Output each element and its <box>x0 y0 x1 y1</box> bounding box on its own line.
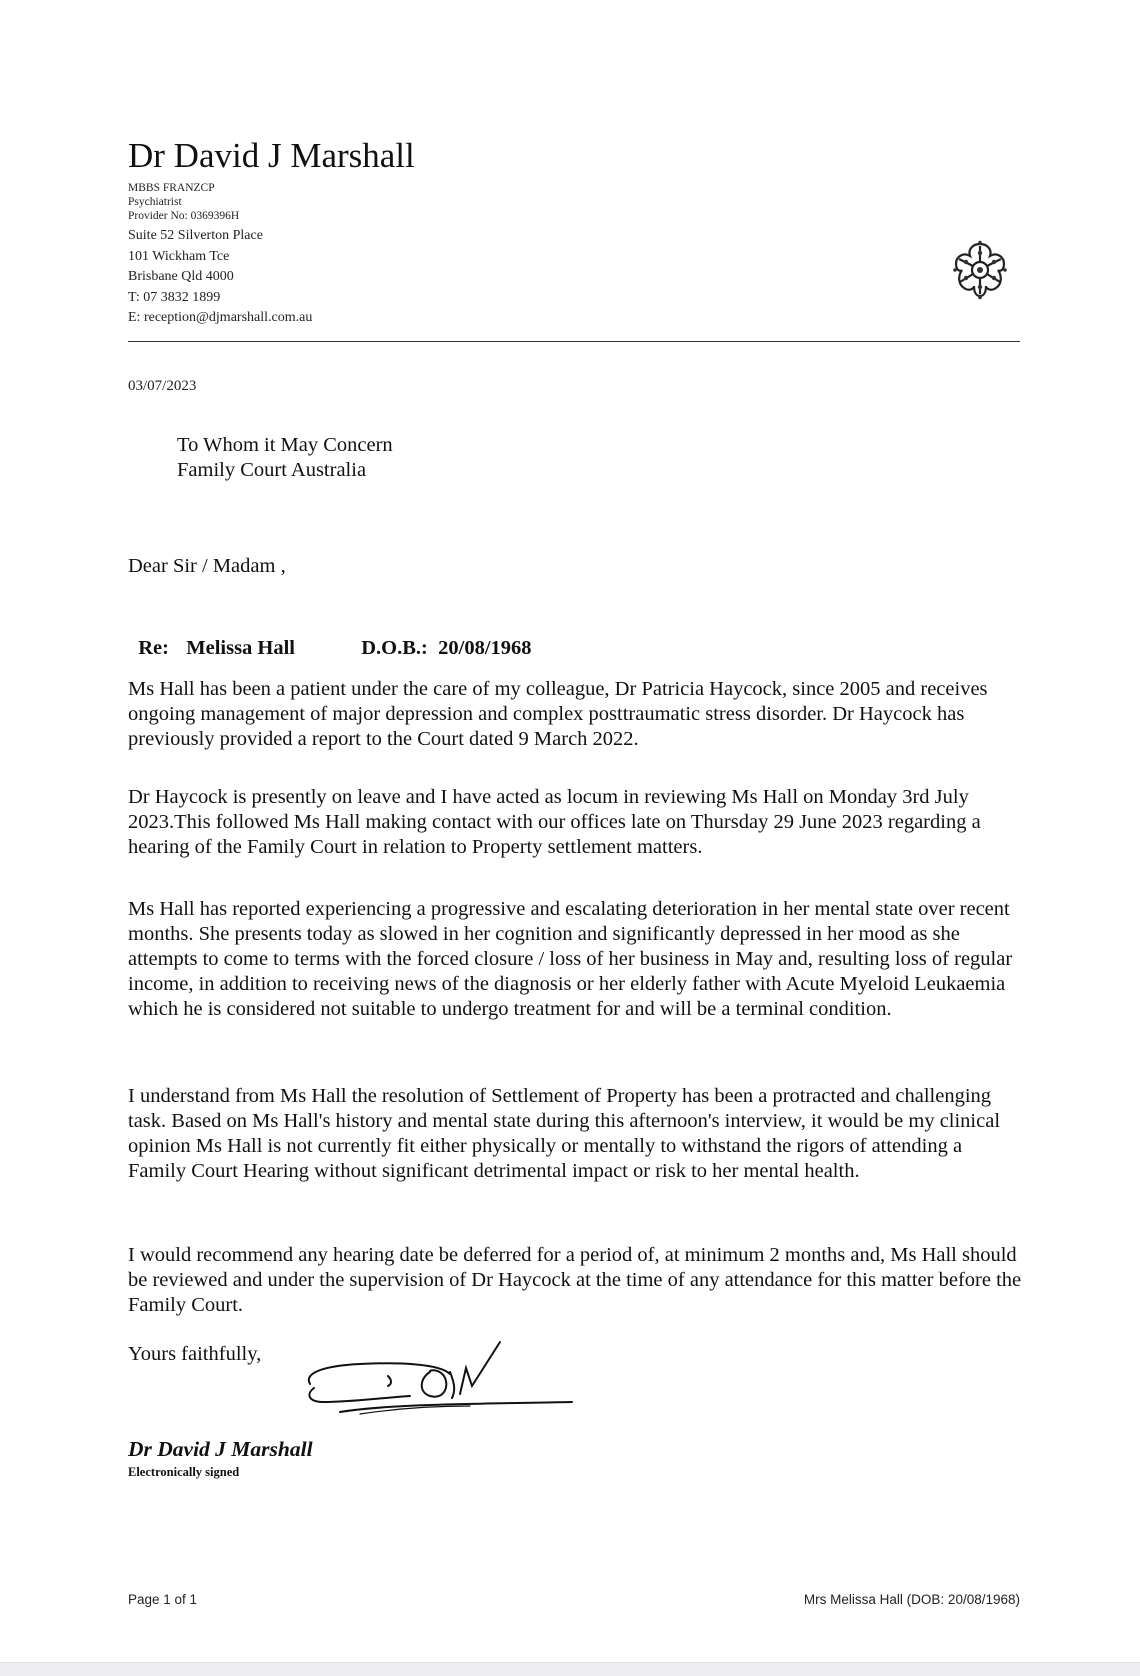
email-address: E: reception@djmarshall.com.au <box>128 310 313 325</box>
letterhead-name: Dr David J Marshall <box>128 136 415 175</box>
re-label: Re: <box>138 637 169 659</box>
lotus-emblem-icon <box>950 240 1010 300</box>
subject-line <box>128 614 532 660</box>
patient-name: Melissa Hall <box>186 637 296 659</box>
paragraph-text: I understand from Ms Hall the resolution of Settlement of Property has been a protracted and challenging task. Based on Ms Hall's history and mental state during this afternoon's interview, it would be my clinical opinion Ms Hall is not currently fit either physically or mentally to withstand the rigors of attending a Family Court Hearing without significant detrimental impact or risk to her mental health. <box>128 1085 1001 1182</box>
paragraph-text: Dr Haycock is presently on leave and I have acted as locum in reviewing Ms Hall on Monday 3rd July 2023.This followed Ms Hall making contact with our offices late on Thursday 29 June 2023 regarding a hearing of the Family Court in relation to Property settlement matters. <box>128 786 981 858</box>
letter-date: 03/07/2023 <box>128 378 197 394</box>
page-bottom-edge <box>0 1662 1140 1676</box>
qualifications: MBBS FRANZCP <box>128 182 215 194</box>
body-paragraph-3 <box>128 897 1023 1022</box>
address-line-1: Suite 52 Silverton Place <box>128 228 263 243</box>
letterhead-address <box>128 226 312 329</box>
signer-name: Dr David J Marshall <box>128 1437 313 1461</box>
professional-title: Psychiatrist <box>128 196 182 208</box>
paragraph-text: I would recommend any hearing date be deferred for a period of, at minimum 2 months and, Ms Hall should be reviewed and under the supervision of Dr Haycock at the time of any attendance for this matter before the Family Court. <box>128 1244 1022 1316</box>
paragraph-text: Ms Hall has been a patient under the care of my colleague, Dr Patricia Haycock, since 2005 and receives ongoing management of major depression and complex posttraumatic stress disorder. Dr Haycock has previously provided a report to the Court dated 9 March 2022. <box>128 678 988 750</box>
body-paragraph-5 <box>128 1243 1023 1318</box>
body-paragraph-2 <box>128 785 1023 860</box>
address-line-2: 101 Wickham Tce <box>128 248 230 264</box>
paragraph-text: Ms Hall has reported experiencing a progressive and escalating deterioration in her mental state over recent months. She presents today as slowed in her cognition and significantly depressed in her mood as she attempts to come to terms with the forced closure / loss of her business in May and, resulting loss of regular income, in addition to receiving news of the diagnosis or her elderly father with Acute Myeloid Leukaemia which he is considered not suitable to undergo treatment for and will be a terminal condition. <box>128 898 1013 1020</box>
letterhead-divider <box>128 341 1020 342</box>
footer-patient-reference: Mrs Melissa Hall (DOB: 20/08/1968) <box>803 1592 1020 1607</box>
body-paragraph-4 <box>128 1084 1023 1184</box>
salutation: Dear Sir / Madam , <box>128 555 286 577</box>
handwritten-signature-icon <box>300 1338 585 1418</box>
recipient-line-1: To Whom it May Concern <box>177 434 393 456</box>
patient-dob: D.O.B.: 20/08/1968 <box>361 637 532 659</box>
closing: Yours faithfully, <box>128 1343 262 1365</box>
page-number: Page 1 of 1 <box>128 1592 198 1607</box>
address-line-3: Brisbane Qld 4000 <box>128 269 234 284</box>
provider-number: Provider No: 0369396H <box>128 210 240 222</box>
body-paragraph-1 <box>128 677 1023 752</box>
recipient-block <box>177 433 393 483</box>
letterhead-credentials <box>128 181 239 223</box>
phone-number: T: 07 3832 1899 <box>128 289 221 305</box>
recipient-line-2: Family Court Australia <box>177 459 367 481</box>
electronic-signature-note: Electronically signed <box>128 1465 240 1479</box>
